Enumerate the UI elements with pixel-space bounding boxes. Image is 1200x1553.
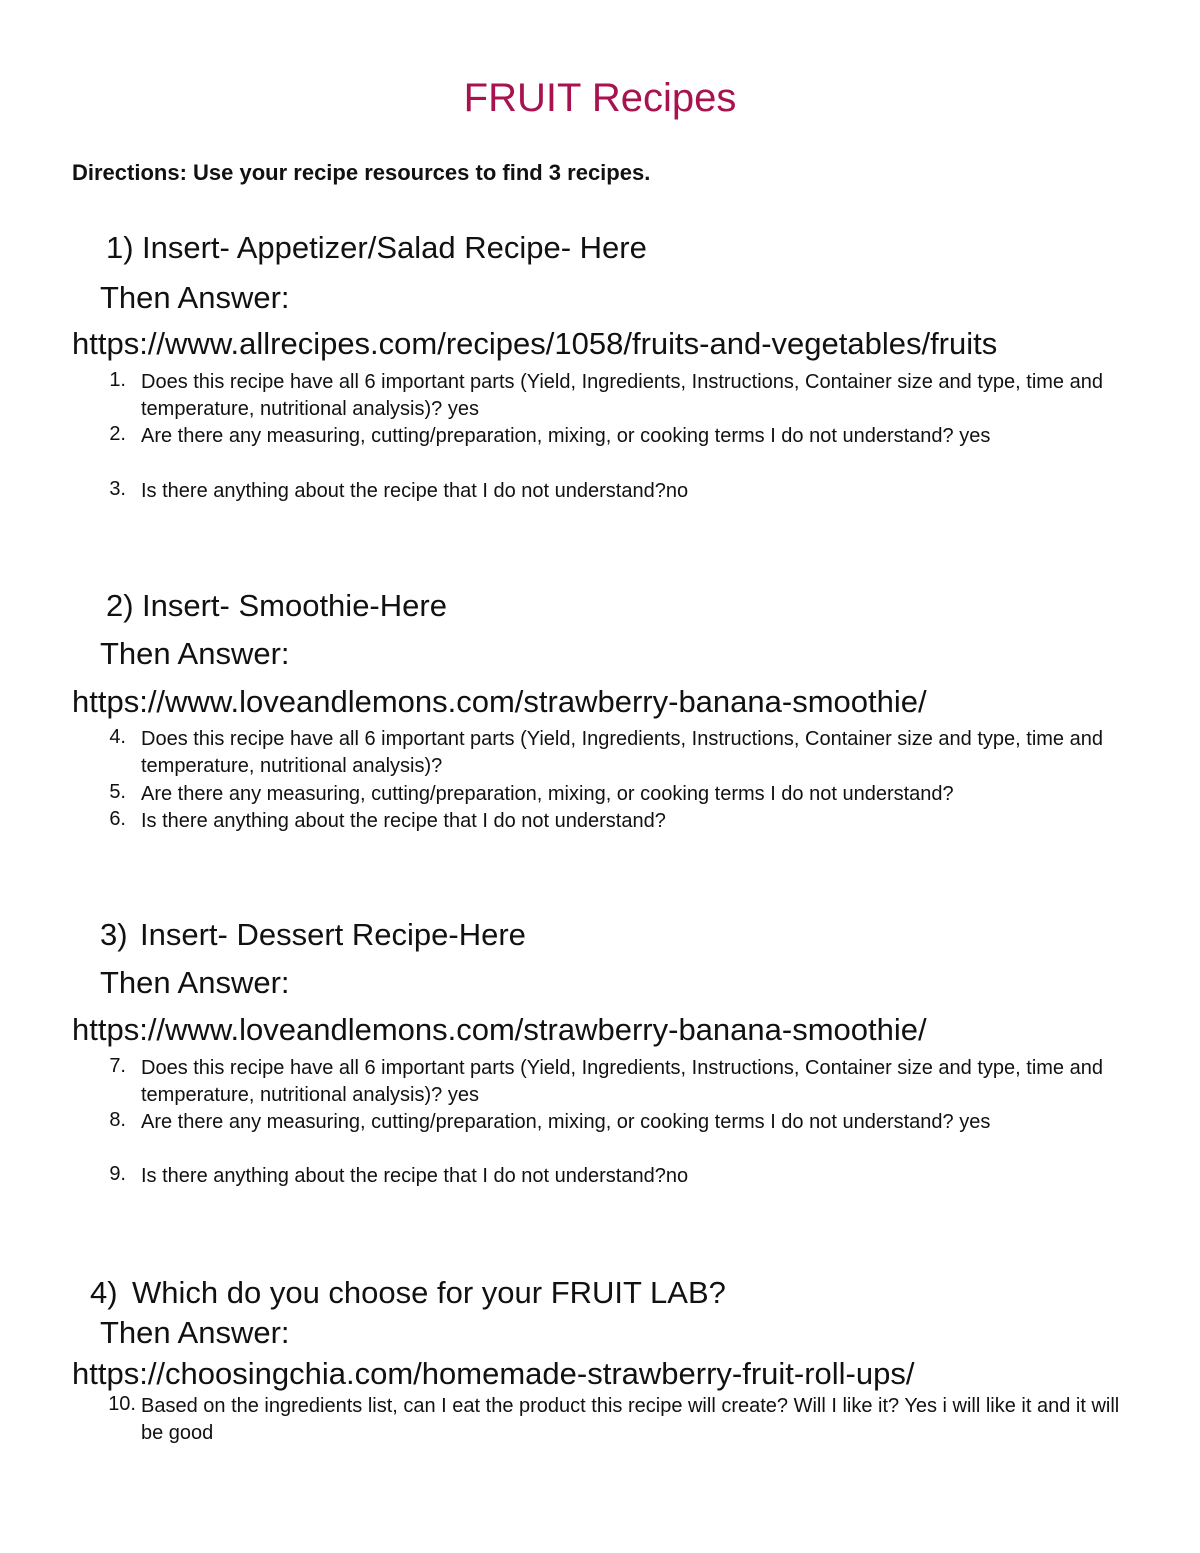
- section-3-heading: [100, 917, 526, 953]
- section-number: 2): [106, 588, 134, 623]
- question-number: 6.: [109, 808, 126, 830]
- question-text: Is there anything about the recipe that I do not understand?: [141, 810, 666, 832]
- question-text: Does this recipe have all 6 important parts (Yield, Ingredients, Instructions, Container size and type, time and temperature, nutritional analysis)?: [141, 728, 1103, 777]
- section-number: 3): [100, 917, 128, 952]
- section-number: 4): [90, 1275, 118, 1310]
- recipe-url: https://choosingchia.com/homemade-strawberry-fruit-roll-ups/: [72, 1356, 915, 1391]
- question-number: 5.: [109, 781, 126, 803]
- section-heading-text: Insert- Dessert Recipe-Here: [140, 917, 526, 952]
- section-heading-text: Which do you choose for your FRUIT LAB?: [132, 1275, 726, 1310]
- question-number: 4.: [109, 726, 126, 748]
- question-text: Are there any measuring, cutting/preparation, mixing, or cooking terms I do not understand? yes: [141, 425, 991, 447]
- section-heading-text: Insert- Appetizer/Salad Recipe- Here: [142, 230, 647, 265]
- section-2-heading: [106, 588, 447, 624]
- section-1-heading: [106, 230, 647, 266]
- question-number: 8.: [109, 1109, 126, 1131]
- question-text: Based on the ingredients list, can I eat the product this recipe will create? Will I like it? Yes i will like it and it will be good: [141, 1395, 1120, 1444]
- question-text: Are there any measuring, cutting/preparation, mixing, or cooking terms I do not understand? yes: [141, 1111, 991, 1133]
- question-number: 9.: [109, 1163, 126, 1185]
- question-text: Does this recipe have all 6 important parts (Yield, Ingredients, Instructions, Container size and type, time and temperature, nutritional analysis)? yes: [141, 1057, 1103, 1106]
- question-text: Is there anything about the recipe that I do not understand?no: [141, 480, 689, 502]
- section-number: 1): [106, 230, 134, 265]
- recipe-url: https://www.allrecipes.com/recipes/1058/fruits-and-vegetables/fruits: [72, 326, 998, 361]
- then-answer-label: Then Answer:: [100, 965, 290, 1000]
- section-4-heading: [90, 1275, 726, 1311]
- question-text: Is there anything about the recipe that I do not understand?no: [141, 1165, 689, 1187]
- question-number: 10.: [108, 1393, 136, 1415]
- then-answer-label: Then Answer:: [100, 636, 290, 671]
- question-text: Does this recipe have all 6 important parts (Yield, Ingredients, Instructions, Container size and type, time and temperature, nutritional analysis)? yes: [141, 371, 1103, 420]
- question-number: 7.: [109, 1055, 126, 1077]
- question-number: 1.: [109, 369, 126, 391]
- question-number: 3.: [109, 478, 126, 500]
- recipe-url: https://www.loveandlemons.com/strawberry-banana-smoothie/: [72, 1012, 927, 1047]
- section-heading-text: Insert- Smoothie-Here: [142, 588, 447, 623]
- directions-text: Directions: Use your recipe resources to find 3 recipes.: [72, 160, 651, 185]
- then-answer-label: Then Answer:: [100, 1315, 290, 1350]
- recipe-url: https://www.loveandlemons.com/strawberry-banana-smoothie/: [72, 684, 927, 719]
- question-text: Are there any measuring, cutting/preparation, mixing, or cooking terms I do not understand?: [141, 783, 954, 805]
- then-answer-label: Then Answer:: [100, 280, 290, 315]
- page-title: FRUIT Recipes: [463, 76, 737, 120]
- question-number: 2.: [109, 423, 126, 445]
